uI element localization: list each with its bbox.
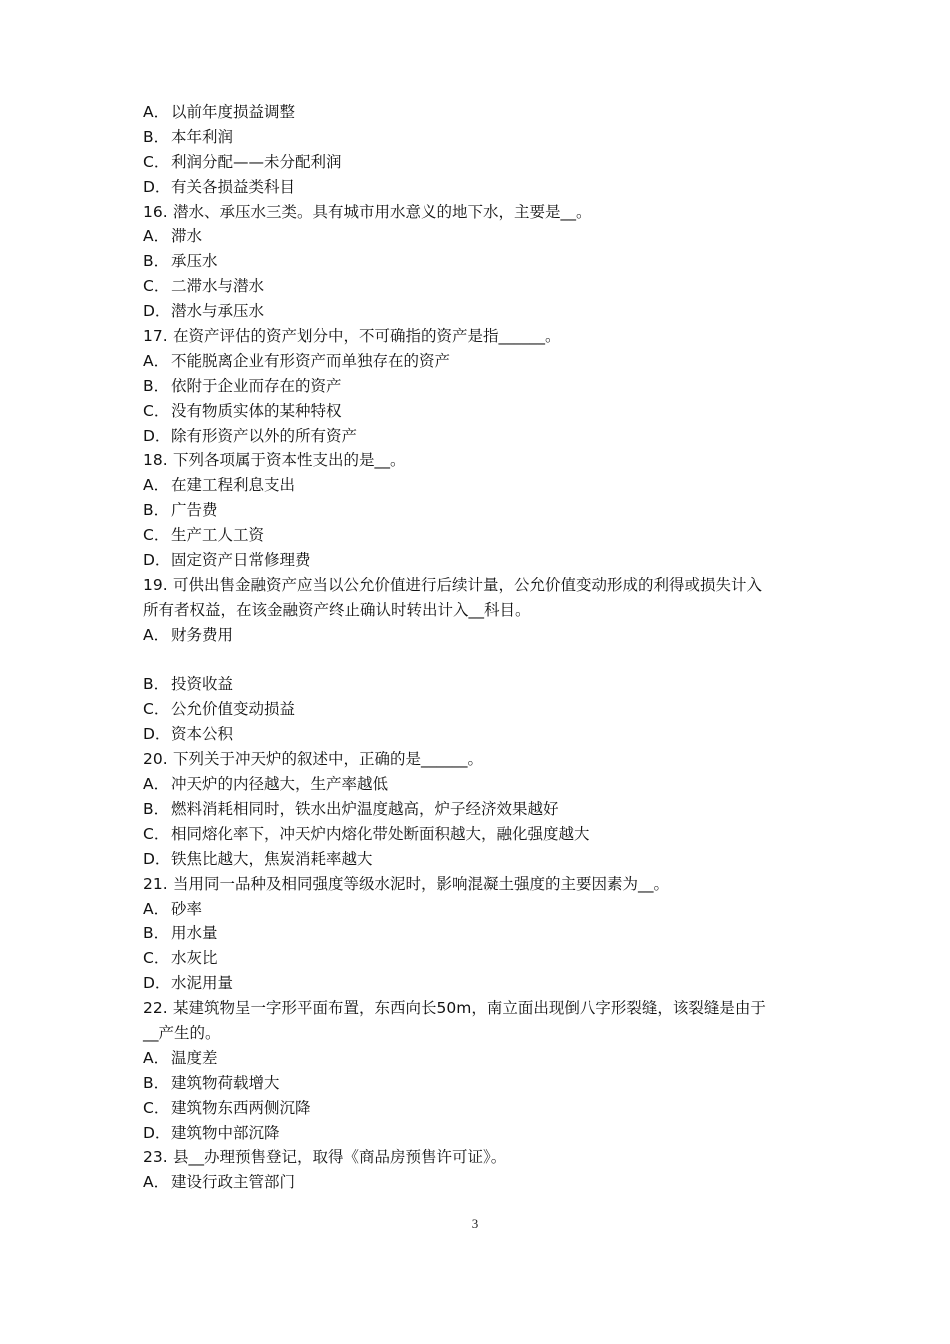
question-number: 20. <box>143 750 168 769</box>
option-text: 在建工程利息支出 <box>171 476 296 495</box>
question-text: 下列各项属于资本性支出的是__。 <box>173 451 406 470</box>
question-text: 当用同一品种及相同强度等级水泥时，影响混凝土强度的主要因素为__。 <box>173 874 670 893</box>
option-text: 没有物质实体的某种特权 <box>171 401 342 420</box>
answer-option <box>143 772 823 797</box>
answer-option <box>143 125 823 150</box>
question-number: 17. <box>143 327 168 346</box>
answer-option <box>143 224 823 249</box>
option-text: 不能脱离企业有形资产而单独存在的资产 <box>171 351 451 370</box>
question-number: 16. <box>143 202 168 221</box>
option-letter: B． <box>143 1073 170 1092</box>
option-text: 公允价值变动损益 <box>171 700 296 719</box>
option-text: 建筑物中部沉降 <box>171 1123 280 1142</box>
answer-option <box>143 1046 823 1071</box>
question-number: 21. <box>143 874 168 893</box>
answer-option <box>143 399 823 424</box>
option-text: 二滞水与潜水 <box>171 277 265 296</box>
option-letter: D． <box>143 177 171 196</box>
answer-option <box>143 897 823 922</box>
answer-option <box>143 672 823 697</box>
question-list <box>143 100 823 1195</box>
question-number: 22. <box>143 999 168 1018</box>
answer-option <box>143 175 823 200</box>
option-letter: B． <box>143 924 170 943</box>
answer-option <box>143 946 823 971</box>
option-text: 砂率 <box>171 899 203 918</box>
option-text: 建筑物荷载增大 <box>171 1073 280 1092</box>
answer-option <box>143 1096 823 1121</box>
option-letter: B． <box>143 501 170 520</box>
option-text: 水泥用量 <box>171 974 234 993</box>
question-stem <box>143 324 823 349</box>
option-letter: A． <box>143 227 170 246</box>
answer-option <box>143 921 823 946</box>
option-text: 承压水 <box>171 252 218 271</box>
option-letter: D． <box>143 426 171 445</box>
option-letter: D． <box>143 849 171 868</box>
option-text: 相同熔化率下，冲天炉内熔化带处断面积越大，融化强度越大 <box>171 824 590 843</box>
option-text: 生产工人工资 <box>171 526 265 545</box>
option-letter: B． <box>143 799 170 818</box>
option-letter: A． <box>143 899 170 918</box>
option-letter: C． <box>143 277 170 296</box>
option-text: 建筑物东西两侧沉降 <box>171 1098 311 1117</box>
option-letter: C． <box>143 152 170 171</box>
answer-option <box>143 274 823 299</box>
question-stem <box>143 996 823 1021</box>
answer-option <box>143 847 823 872</box>
question-text: 下列关于冲天炉的叙述中，正确的是______。 <box>173 750 484 769</box>
option-text: 依附于企业而存在的资产 <box>171 376 342 395</box>
option-letter: C． <box>143 824 170 843</box>
option-letter: A． <box>143 775 170 794</box>
question-text: 在资产评估的资产划分中，不可确指的资产是指______。 <box>173 327 561 346</box>
option-letter: B． <box>143 675 170 694</box>
option-text: 铁焦比越大，焦炭消耗率越大 <box>171 849 373 868</box>
answer-option <box>143 523 823 548</box>
answer-option <box>143 1170 823 1195</box>
option-text: 用水量 <box>171 924 218 943</box>
answer-option <box>143 249 823 274</box>
option-letter: D． <box>143 974 171 993</box>
question-stem <box>143 747 823 772</box>
option-letter: D． <box>143 302 171 321</box>
option-letter: C． <box>143 700 170 719</box>
answer-option <box>143 1071 823 1096</box>
answer-option <box>143 623 823 648</box>
question-text: 县__办理预售登记，取得《商品房预售许可证》。 <box>173 1148 507 1167</box>
answer-option <box>143 722 823 747</box>
option-text: 以前年度损益调整 <box>171 103 296 121</box>
answer-option <box>143 822 823 847</box>
option-text: 冲天炉的内径越大，生产率越低 <box>171 775 389 794</box>
answer-option <box>143 548 823 573</box>
option-text: 投资收益 <box>171 675 234 694</box>
answer-option <box>143 424 823 449</box>
answer-option <box>143 498 823 523</box>
option-letter: C． <box>143 949 170 968</box>
option-text: 本年利润 <box>171 127 234 146</box>
answer-option <box>143 473 823 498</box>
option-text: 广告费 <box>171 501 218 520</box>
answer-option <box>143 971 823 996</box>
option-text: 燃料消耗相同时，铁水出炉温度越高，炉子经济效果越好 <box>171 799 559 818</box>
question-number: 23. <box>143 1148 168 1167</box>
option-text: 除有形资产以外的所有资产 <box>171 426 358 445</box>
option-letter: A． <box>143 351 170 370</box>
option-letter: A． <box>143 625 170 644</box>
option-letter: C． <box>143 526 170 545</box>
option-letter: D． <box>143 725 171 744</box>
page-number: 3 <box>471 1216 479 1231</box>
question-text: 某建筑物呈一字形平面布置，东西向长50m，南立面出现倒八字形裂缝，该裂缝是由于 <box>173 999 766 1018</box>
question-stem <box>143 872 823 897</box>
answer-option <box>143 299 823 324</box>
option-text: 有关各损益类科目 <box>171 177 296 196</box>
option-text: 资本公积 <box>171 725 234 744</box>
option-letter: D． <box>143 1123 171 1142</box>
answer-option <box>143 697 823 722</box>
option-letter: D． <box>143 551 171 570</box>
question-text: 可供出售金融资产应当以公允价值进行后续计量，公允价值变动形成的利得或损失计入 <box>173 575 763 594</box>
option-text: 利润分配——未分配利润 <box>171 152 342 171</box>
answer-option <box>143 349 823 374</box>
option-letter: A． <box>143 103 170 121</box>
question-number: 19. <box>143 575 168 594</box>
option-text: 滞水 <box>171 227 203 246</box>
blank-line <box>143 648 823 673</box>
option-text: 财务费用 <box>171 625 234 644</box>
option-letter: B． <box>143 376 170 395</box>
answer-option <box>143 374 823 399</box>
option-text: 潜水与承压水 <box>171 302 265 321</box>
option-letter: A． <box>143 476 170 495</box>
option-letter: B． <box>143 127 170 146</box>
answer-option <box>143 100 823 125</box>
question-text-continued: 所有者权益，在该金融资产终止确认时转出计入__科目。 <box>143 600 531 619</box>
option-letter: B． <box>143 252 170 271</box>
answer-option <box>143 1121 823 1146</box>
option-text: 水灰比 <box>171 949 218 968</box>
option-letter: C． <box>143 1098 170 1117</box>
answer-option <box>143 150 823 175</box>
question-stem <box>143 448 823 473</box>
option-text: 固定资产日常修理费 <box>171 551 311 570</box>
question-number: 18. <box>143 451 168 470</box>
answer-option <box>143 797 823 822</box>
option-letter: A． <box>143 1173 170 1192</box>
option-text: 建设行政主管部门 <box>171 1173 296 1192</box>
question-stem <box>143 200 823 225</box>
question-stem <box>143 1145 823 1170</box>
option-letter: C． <box>143 401 170 420</box>
question-text-continued: __产生的。 <box>143 1023 221 1042</box>
question-stem <box>143 573 823 598</box>
question-text: 潜水、承压水三类。具有城市用水意义的地下水，主要是__。 <box>173 202 592 221</box>
option-letter: A． <box>143 1048 170 1067</box>
option-text: 温度差 <box>171 1048 218 1067</box>
